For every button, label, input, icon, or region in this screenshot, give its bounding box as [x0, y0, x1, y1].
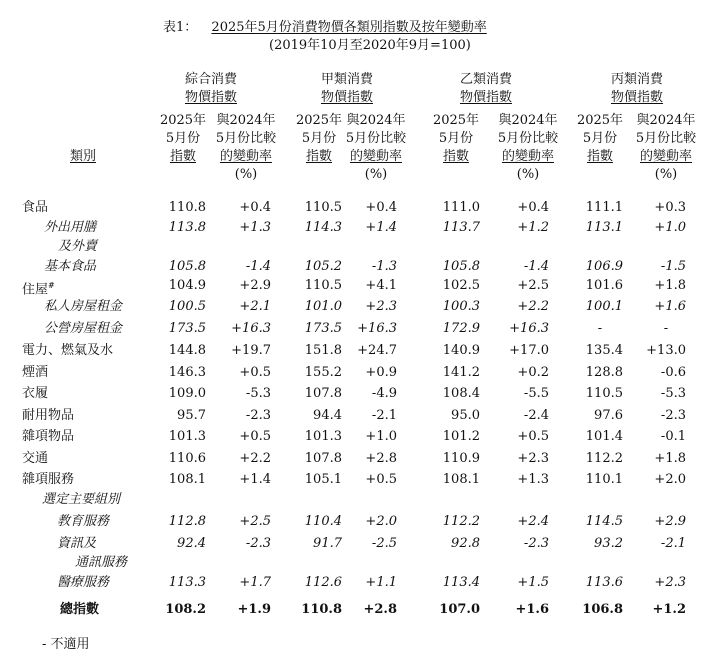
change-column-header: 5月份比較: [497, 131, 559, 146]
table-cell: +0.2: [517, 365, 549, 380]
table-cell: 146.3: [168, 365, 206, 380]
table-cell: 105.2: [304, 259, 342, 274]
category-header: 類別: [70, 149, 97, 164]
table-cell: 101.2: [442, 429, 480, 444]
title-prefix: 表1：: [163, 20, 198, 35]
table-cell: -1.3: [371, 259, 397, 274]
table-cell: 135.4: [585, 343, 623, 358]
table-cell: +0.4: [239, 200, 271, 215]
table-cell: -1.4: [245, 259, 271, 274]
table-cell: 110.5: [304, 278, 342, 293]
table-cell: -2.1: [371, 408, 397, 423]
change-column-header: 與2024年: [216, 113, 276, 128]
table-cell: +0.5: [239, 429, 271, 444]
row-label: 交通: [22, 451, 49, 466]
table-cell: -1.5: [660, 259, 686, 274]
group-header-line2: 物價指數: [459, 90, 512, 105]
row-label: 雜項物品: [22, 429, 75, 444]
table-cell: +2.1: [239, 299, 271, 314]
table-cell: 105.1: [304, 472, 342, 487]
table-cell: 95.0: [451, 408, 480, 423]
table-cell: +19.7: [231, 343, 271, 358]
table-cell: -2.1: [660, 536, 686, 551]
table-cell: 114.5: [585, 514, 623, 529]
title-main: 2025年5月份消費物價各類別指數及按年變動率: [211, 20, 487, 35]
change-column-header: 5月份比較: [345, 131, 407, 146]
table-cell: 110.1: [585, 472, 623, 487]
table-cell: 92.4: [177, 536, 206, 551]
table-cell: +1.0: [365, 429, 397, 444]
row-label: 食品: [22, 200, 49, 215]
table-cell: 107.8: [304, 386, 342, 401]
table-cell: -: [663, 321, 669, 336]
table-title: [163, 20, 487, 36]
table-cell: +2.3: [654, 575, 686, 590]
group-header-line2: 物價指數: [320, 90, 373, 105]
table-cell: +2.8: [363, 602, 397, 617]
index-column-header: 指數: [169, 149, 196, 164]
table-cell: 102.5: [442, 278, 480, 293]
table-cell: +1.1: [365, 575, 397, 590]
table-cell: 105.8: [168, 259, 206, 274]
table-cell: -0.6: [660, 365, 686, 380]
table-cell: 105.8: [442, 259, 480, 274]
change-column-header: 的變動率: [349, 149, 402, 164]
table-cell: 112.8: [168, 514, 206, 529]
table-cell: -5.5: [523, 386, 549, 401]
group-header-line2: 物價指數: [184, 90, 237, 105]
table-cell: 111.0: [442, 200, 480, 215]
table-cell: 113.3: [168, 575, 206, 590]
row-label: 衣履: [22, 386, 49, 401]
table-cell: +1.9: [237, 602, 271, 617]
table-cell: +1.8: [654, 451, 686, 466]
table-subtitle: (2019年10月至2020年9月=100): [269, 38, 471, 53]
table-cell: +0.9: [365, 365, 397, 380]
table-cell: 173.5: [304, 321, 342, 336]
table-cell: 94.4: [313, 408, 342, 423]
table-cell: 112.6: [304, 575, 342, 590]
table-cell: +1.0: [654, 220, 686, 235]
row-label: 總指數: [60, 602, 100, 617]
table-cell: +1.6: [515, 602, 549, 617]
table-cell: 91.7: [313, 536, 342, 551]
table-cell: 140.9: [442, 343, 480, 358]
row-label: 耐用物品: [22, 408, 75, 423]
index-column-header: 2025年: [432, 113, 480, 128]
table-cell: -1.4: [523, 259, 549, 274]
table-cell: +1.7: [239, 575, 271, 590]
table-cell: +4.1: [365, 278, 397, 293]
table-cell: -2.3: [523, 536, 549, 551]
table-cell: 100.3: [442, 299, 480, 314]
table-cell: 114.3: [304, 220, 342, 235]
table-cell: 108.1: [442, 472, 480, 487]
table-cell: 108.1: [168, 472, 206, 487]
table-cell: +1.4: [365, 220, 397, 235]
table-cell: 101.3: [304, 429, 342, 444]
table-cell: -2.4: [523, 408, 549, 423]
change-column-header: 與2024年: [636, 113, 696, 128]
table-cell: -5.3: [660, 386, 686, 401]
table-cell: 151.8: [304, 343, 342, 358]
row-label: 外出用膳: [44, 220, 97, 235]
table-cell: +2.5: [239, 514, 271, 529]
table-cell: 101.6: [585, 278, 623, 293]
table-cell: +1.2: [652, 602, 686, 617]
table-cell: +1.8: [654, 278, 686, 293]
table-cell: 113.7: [442, 220, 480, 235]
table-cell: 155.2: [304, 365, 342, 380]
table-cell: +1.6: [654, 299, 686, 314]
table-cell: 109.0: [168, 386, 206, 401]
index-column-header: 2025年: [159, 113, 207, 128]
table-cell: 141.2: [442, 365, 480, 380]
table-cell: +1.5: [517, 575, 549, 590]
row-label: 教育服務: [57, 514, 110, 529]
table-cell: 97.6: [594, 408, 623, 423]
table-cell: +2.8: [365, 451, 397, 466]
index-column-header: 5月份: [438, 131, 474, 146]
group-header-line1: 綜合消費: [184, 72, 237, 87]
table-cell: 110.6: [168, 451, 206, 466]
table-cell: 110.4: [304, 514, 342, 529]
table-cell: +16.3: [509, 321, 549, 336]
group-header-line1: 丙類消費: [610, 72, 663, 87]
table-cell: -2.3: [660, 408, 686, 423]
table-cell: +16.3: [357, 321, 397, 336]
row-label: 公營房屋租金: [44, 321, 123, 336]
table-cell: 113.4: [442, 575, 480, 590]
table-cell: +2.9: [654, 514, 686, 529]
change-column-header: 5月份比較: [215, 131, 277, 146]
table-cell: +1.3: [239, 220, 271, 235]
index-column-header: 指數: [442, 149, 469, 164]
change-column-header: (%): [364, 167, 388, 182]
table-cell: 106.9: [585, 259, 623, 274]
table-cell: 113.8: [168, 220, 206, 235]
change-column-header: 的變動率: [219, 149, 272, 164]
table-cell: 110.9: [442, 451, 480, 466]
table-cell: +17.0: [509, 343, 549, 358]
table-cell: +0.3: [654, 200, 686, 215]
row-label: 資訊及: [57, 536, 97, 551]
group-header-line1: 甲類消費: [320, 72, 373, 87]
table-cell: 112.2: [442, 514, 480, 529]
table-cell: 144.8: [168, 343, 206, 358]
row-label-text: 住屋: [22, 282, 49, 298]
table-cell: 106.8: [582, 602, 623, 617]
index-column-header: 5月份: [301, 131, 337, 146]
change-column-header: 與2024年: [346, 113, 406, 128]
table-cell: 104.9: [168, 278, 206, 293]
table-cell: +2.0: [365, 514, 397, 529]
table-cell: +2.2: [239, 451, 271, 466]
table-cell: 111.1: [585, 200, 623, 215]
table-cell: +2.2: [517, 299, 549, 314]
index-column-header: 5月份: [165, 131, 201, 146]
table-cell: 100.5: [168, 299, 206, 314]
table-cell: +2.0: [654, 472, 686, 487]
table-cell: -2.3: [245, 408, 271, 423]
table-cell: 110.8: [168, 200, 206, 215]
row-label: 煙酒: [22, 365, 49, 380]
change-column-header: (%): [234, 167, 258, 182]
table-cell: +2.3: [517, 451, 549, 466]
row-label-continued: 及外賣: [58, 239, 98, 254]
table-cell: 113.1: [585, 220, 623, 235]
table-cell: 100.1: [585, 299, 623, 314]
index-column-header: 2025年: [576, 113, 624, 128]
table-cell: 107.0: [439, 602, 480, 617]
table-cell: 101.0: [304, 299, 342, 314]
table-cell: 107.8: [304, 451, 342, 466]
table-cell: -2.5: [371, 536, 397, 551]
table-cell: +2.5: [517, 278, 549, 293]
index-column-header: 5月份: [582, 131, 618, 146]
table-cell: -5.3: [245, 386, 271, 401]
table-cell: 108.2: [165, 602, 206, 617]
table-cell: 113.6: [585, 575, 623, 590]
table-cell: 110.5: [304, 200, 342, 215]
table-cell: +0.5: [365, 472, 397, 487]
table-cell: +0.4: [517, 200, 549, 215]
table-cell: 128.8: [585, 365, 623, 380]
footnote: - 不適用: [42, 637, 90, 652]
index-column-header: 指數: [586, 149, 613, 164]
table-cell: -0.1: [660, 429, 686, 444]
table-cell: +1.4: [239, 472, 271, 487]
table-cell: -2.3: [245, 536, 271, 551]
table-cell: +0.4: [365, 200, 397, 215]
table-cell: +13.0: [646, 343, 686, 358]
row-label: 基本食品: [44, 259, 97, 274]
table-cell: -: [597, 321, 603, 336]
table-cell: 93.2: [594, 536, 623, 551]
table-cell: 172.9: [442, 321, 480, 336]
row-label: 選定主要組別: [42, 492, 121, 507]
change-column-header: (%): [654, 167, 678, 182]
table-cell: 112.2: [585, 451, 623, 466]
row-label: 雜項服務: [22, 472, 75, 487]
table-cell: +2.4: [517, 514, 549, 529]
row-label: [22, 278, 55, 298]
table-cell: +24.7: [357, 343, 397, 358]
index-column-header: 2025年: [295, 113, 343, 128]
table-cell: +0.5: [517, 429, 549, 444]
index-column-header: 指數: [305, 149, 332, 164]
row-label: 電力、燃氣及水: [22, 343, 114, 358]
group-header-line1: 乙類消費: [459, 72, 512, 87]
table-cell: 110.8: [301, 602, 342, 617]
row-label-footnote-mark: #: [48, 281, 55, 290]
table-cell: +0.5: [239, 365, 271, 380]
table-cell: +2.9: [239, 278, 271, 293]
change-column-header: (%): [516, 167, 540, 182]
table-cell: +16.3: [231, 321, 271, 336]
table-cell: 101.4: [585, 429, 623, 444]
table-cell: 101.3: [168, 429, 206, 444]
table-cell: +1.2: [517, 220, 549, 235]
table-cell: 108.4: [442, 386, 480, 401]
row-label: 醫療服務: [57, 575, 110, 590]
table-cell: 173.5: [168, 321, 206, 336]
table-cell: 95.7: [177, 408, 206, 423]
group-header-line2: 物價指數: [610, 90, 663, 105]
change-column-header: 與2024年: [498, 113, 558, 128]
change-column-header: 的變動率: [639, 149, 692, 164]
table-cell: -4.9: [371, 386, 397, 401]
change-column-header: 5月份比較: [635, 131, 697, 146]
table-cell: 110.5: [585, 386, 623, 401]
table-cell: 92.8: [451, 536, 480, 551]
row-label-continued: 通訊服務: [75, 555, 128, 570]
row-label: 私人房屋租金: [44, 299, 123, 314]
table-cell: +1.3: [517, 472, 549, 487]
table-cell: +2.3: [365, 299, 397, 314]
change-column-header: 的變動率: [501, 149, 554, 164]
